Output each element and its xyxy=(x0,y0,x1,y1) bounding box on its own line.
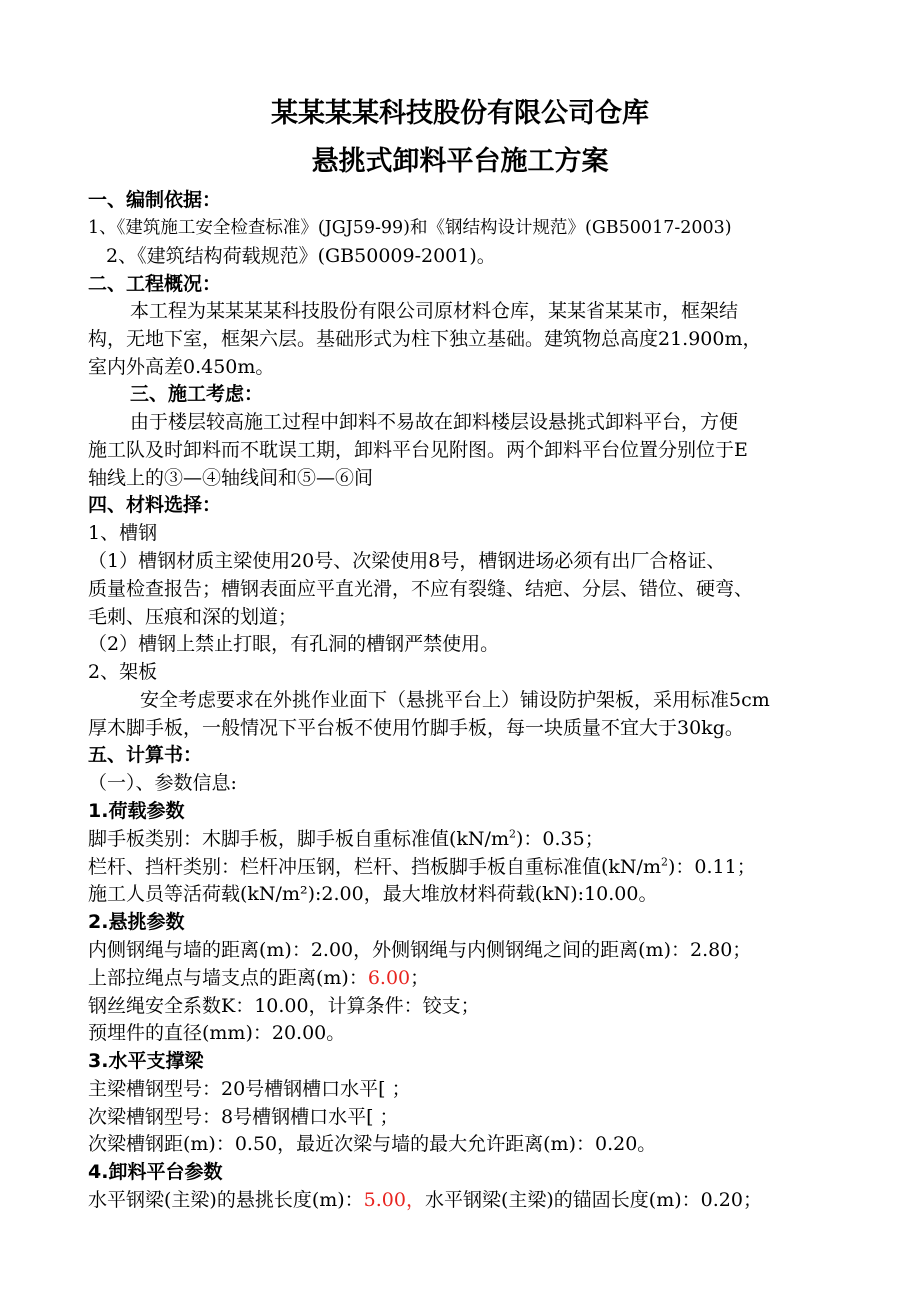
document-title-line2: 悬挑式卸料平台施工方案 xyxy=(311,146,609,177)
param-platform-heading: 4.卸料平台参数 xyxy=(88,1161,223,1183)
highlight-value: 5.00， xyxy=(363,1189,425,1211)
section-1-item-1: 1、《建筑施工安全检查标准》(JGJ59-99)和《钢结构设计规范》(GB50017-2003) xyxy=(88,218,732,238)
param-beam-line1: 主梁槽钢型号：20号槽钢槽口水平[ ； xyxy=(88,1078,411,1100)
highlight-value: 6.00 xyxy=(367,967,411,989)
param-load-line3: 施工人员等活荷载(kN/m²):2.00，最大堆放材料荷载(kN):10.00。 xyxy=(88,883,658,905)
param-cantilever-line1: 内侧钢绳与墙的距离(m)：2.00，外侧钢绳与内侧钢绳之间的距离(m)：2.80； xyxy=(88,939,752,961)
section-4-sub-1: 1、槽钢 xyxy=(88,522,158,544)
section-1-item-2: 2、《建筑结构荷载规范》(GB50009-2001)。 xyxy=(106,245,496,267)
section-3-para-line3: 轴线上的③—④轴线间和⑤—⑥间 xyxy=(88,467,374,489)
section-4-item-1-line2: 质量检查报告；槽钢表面应平直光滑，不应有裂缝、结疤、分层、错位、硬弯、 xyxy=(88,578,754,600)
section-4-board-line1: 安全考虑要求在外挑作业面下（悬挑平台上）铺设防护架板，采用标准5cm xyxy=(140,689,770,711)
section-1-heading: 一、编制依据： xyxy=(88,189,222,211)
param-beam-line3: 次梁槽钢距(m)：0.50，最近次梁与墙的最大允许距离(m)：0.20。 xyxy=(88,1133,657,1155)
param-beam-heading: 3.水平支撑梁 xyxy=(88,1050,204,1072)
section-2-para-line3: 室内外高差0.450m。 xyxy=(88,356,275,378)
param-cantilever-line3: 钢丝绳安全系数K：10.00，计算条件：铰支； xyxy=(88,995,480,1017)
superscript-2: 2 xyxy=(660,855,668,869)
section-5-sub: （一）、参数信息: xyxy=(88,772,237,794)
section-2-heading: 二、工程概况： xyxy=(88,273,222,295)
param-cantilever-line2: 上部拉绳点与墙支点的距离(m)：6.00； xyxy=(88,967,430,989)
param-platform-line1: 水平钢梁(主梁)的悬挑长度(m)：5.00，水平钢梁(主梁)的锚固长度(m)：0.20； xyxy=(88,1189,762,1211)
section-4-board-line2: 厚木脚手板，一般情况下平台板不使用竹脚手板，每一块质量不宜大于30kg。 xyxy=(88,717,744,739)
superscript-2: 2 xyxy=(508,827,516,841)
section-3-para-line1: 由于楼层较高施工过程中卸料不易故在卸料楼层设悬挑式卸料平台，方便 xyxy=(130,411,739,433)
section-3-heading: 三、施工考虑： xyxy=(130,383,264,405)
section-2-para-line1: 本工程为某某某某科技股份有限公司原材料仓库，某某省某某市，框架结 xyxy=(130,300,739,322)
param-load-heading: 1.荷载参数 xyxy=(88,800,185,822)
section-4-sub-2: 2、架板 xyxy=(88,661,158,683)
section-4-heading: 四、材料选择： xyxy=(88,494,222,516)
document-title-line1: 某某某某科技股份有限公司仓库 xyxy=(271,98,649,129)
param-load-line1: 脚手板类别：木脚手板，脚手板自重标准值$(kN/m^2)$：0.35； xyxy=(88,827,604,850)
param-beam-line2: 次梁槽钢型号：8号槽钢槽口水平[ ； xyxy=(88,1106,399,1128)
section-3-para-line2: 施工队及时卸料而不耽误工期，卸料平台见附图。两个卸料平台位置分别位于E xyxy=(88,439,748,461)
section-4-item-2: （2）槽钢上禁止打眼，有孔洞的槽钢严禁使用。 xyxy=(88,633,500,655)
section-4-item-1-line3: 毛刺、压痕和深的划道； xyxy=(88,606,298,628)
section-5-heading: 五、计算书： xyxy=(88,744,203,766)
section-2-para-line2: 构，无地下室，框架六层。基础形式为柱下独立基础。建筑物总高度21.900m， xyxy=(88,328,762,350)
param-cantilever-heading: 2.悬挑参数 xyxy=(88,911,185,933)
param-cantilever-line4: 预埋件的直径(mm)：20.00。 xyxy=(88,1022,346,1044)
section-4-item-1-line1: （1）槽钢材质主梁使用20号、次梁使用8号，槽钢进场必须有出厂合格证、 xyxy=(88,550,726,572)
param-load-line2: 栏杆、挡杆类别：栏杆冲压钢，栏杆、挡板脚手板自重标准值$(kN/m^2)$：0.11； xyxy=(88,855,756,878)
